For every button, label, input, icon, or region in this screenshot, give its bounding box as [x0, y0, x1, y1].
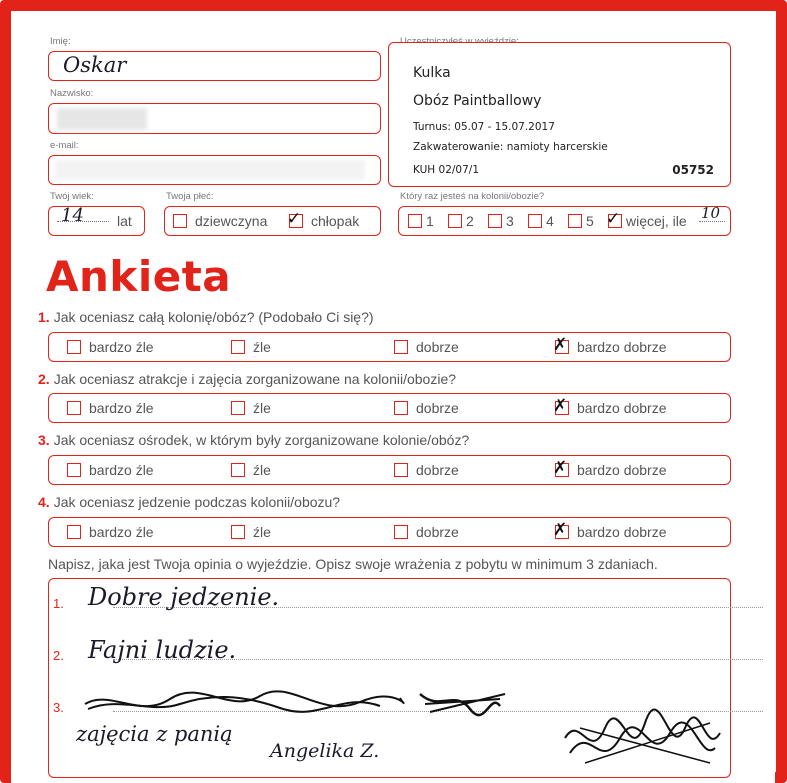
rating-row-3: [48, 455, 731, 485]
option-bad[interactable]: źle: [231, 524, 271, 540]
first-name-label: Imię:: [50, 36, 71, 47]
last-name-field[interactable]: [48, 103, 381, 134]
times-option-2[interactable]: 2: [448, 213, 474, 229]
question-1: 1. Jak oceniasz całą kolonię/obóz? (Podobało Ci się?): [38, 309, 374, 325]
option-very-good[interactable]: ✗ bardzo dobrze: [553, 520, 667, 540]
survey-title: Ankieta: [46, 252, 232, 301]
opinion-prompt: Napisz, jaka jest Twoja opinia o wyjeździe. Opisz swoje wrażenia z pobytu w minimum 3 zdaniach.: [48, 556, 658, 572]
option-very-good[interactable]: ✗ bardzo dobrze: [553, 458, 667, 478]
age-unit: lat: [117, 213, 132, 229]
opinion-text-1: Dobre jedzenie.: [88, 583, 280, 611]
times-option-5[interactable]: 5: [568, 213, 594, 229]
opinion-line-number-1: 1.: [53, 596, 64, 611]
checkbox-checked: ✗: [553, 520, 568, 540]
ticket-accommodation: Zakwaterowanie: namioty harcerskie: [413, 141, 608, 153]
times-option-4[interactable]: 4: [528, 213, 554, 229]
age-field[interactable]: [48, 206, 145, 236]
checkbox[interactable]: [173, 214, 187, 228]
redacted-last-name: [57, 108, 147, 130]
gender-label: Twoja płeć:: [166, 191, 214, 202]
redacted-email: [55, 160, 365, 180]
trip-ticket: [388, 42, 731, 187]
rating-row-1: [48, 332, 731, 362]
last-name-label: Nazwisko:: [50, 88, 94, 99]
ticket-number: 05752: [672, 163, 714, 177]
option-good[interactable]: dobrze: [394, 524, 459, 540]
question-3: 3. Jak oceniasz ośrodek, w którym były zorganizowane kolonie/obóz?: [38, 432, 470, 448]
times-option-more[interactable]: ✓ więcej, ile: [606, 209, 687, 229]
first-name-value: Oskar: [63, 53, 127, 77]
scribble-crossed-out-right: [560, 708, 725, 778]
checkbox-checked: ✗: [553, 335, 568, 355]
rating-row-2: [48, 393, 731, 423]
opinion-signature: Angelika Z.: [270, 740, 380, 762]
option-good[interactable]: dobrze: [394, 462, 459, 478]
email-label: e-mail:: [50, 140, 79, 151]
checkbox-checked: ✗: [553, 396, 568, 416]
times-value: 10: [701, 204, 721, 222]
option-good[interactable]: dobrze: [394, 400, 459, 416]
question-2: 2. Jak oceniasz atrakcje i zajęcia zorganizowane na kolonii/obozie?: [38, 371, 457, 387]
option-bad[interactable]: źle: [231, 462, 271, 478]
gender-option-female[interactable]: dziewczyna: [173, 213, 267, 229]
option-very-good[interactable]: ✗ bardzo dobrze: [553, 335, 667, 355]
ticket-line1: Kulka: [413, 65, 451, 81]
gender-option-male[interactable]: ✓ chłopak: [287, 209, 360, 229]
times-label: Który raz jesteś na kolonii/obozie?: [400, 191, 545, 202]
option-very-bad[interactable]: bardzo źle: [67, 339, 154, 355]
gender-field: [164, 206, 381, 236]
ticket-turnus: Turnus: 05.07 - 15.07.2017: [413, 121, 555, 133]
option-very-bad[interactable]: bardzo źle: [67, 524, 154, 540]
option-bad[interactable]: źle: [231, 339, 271, 355]
opinion-text-3: zajęcia z panią: [76, 722, 233, 746]
times-option-3[interactable]: 3: [488, 213, 514, 229]
opinion-line-number-3: 3.: [53, 700, 64, 715]
times-field: [398, 206, 731, 236]
ticket-code: KUH 02/07/1: [413, 164, 479, 176]
checkbox-checked: ✗: [553, 458, 568, 478]
option-very-bad[interactable]: bardzo źle: [67, 462, 154, 478]
option-bad[interactable]: źle: [231, 400, 271, 416]
opinion-text-2: Fajni ludzie.: [88, 636, 237, 664]
checkbox-checked[interactable]: ✓: [287, 209, 302, 229]
first-name-field[interactable]: [48, 51, 381, 81]
rating-row-4: [48, 517, 731, 547]
scribble-crossed-out-text: [80, 684, 540, 724]
opinion-line-number-2: 2.: [53, 648, 64, 663]
option-very-good[interactable]: ✗ bardzo dobrze: [553, 396, 667, 416]
email-field[interactable]: [48, 155, 381, 185]
age-value: 14: [61, 205, 84, 226]
times-option-1[interactable]: 1: [408, 213, 434, 229]
question-4: 4. Jak oceniasz jedzenie podczas kolonii/obozu?: [38, 494, 341, 510]
option-good[interactable]: dobrze: [394, 339, 459, 355]
age-label: Twój wiek:: [50, 191, 94, 202]
ticket-line2: Obóz Paintballowy: [413, 93, 542, 109]
option-very-bad[interactable]: bardzo źle: [67, 400, 154, 416]
